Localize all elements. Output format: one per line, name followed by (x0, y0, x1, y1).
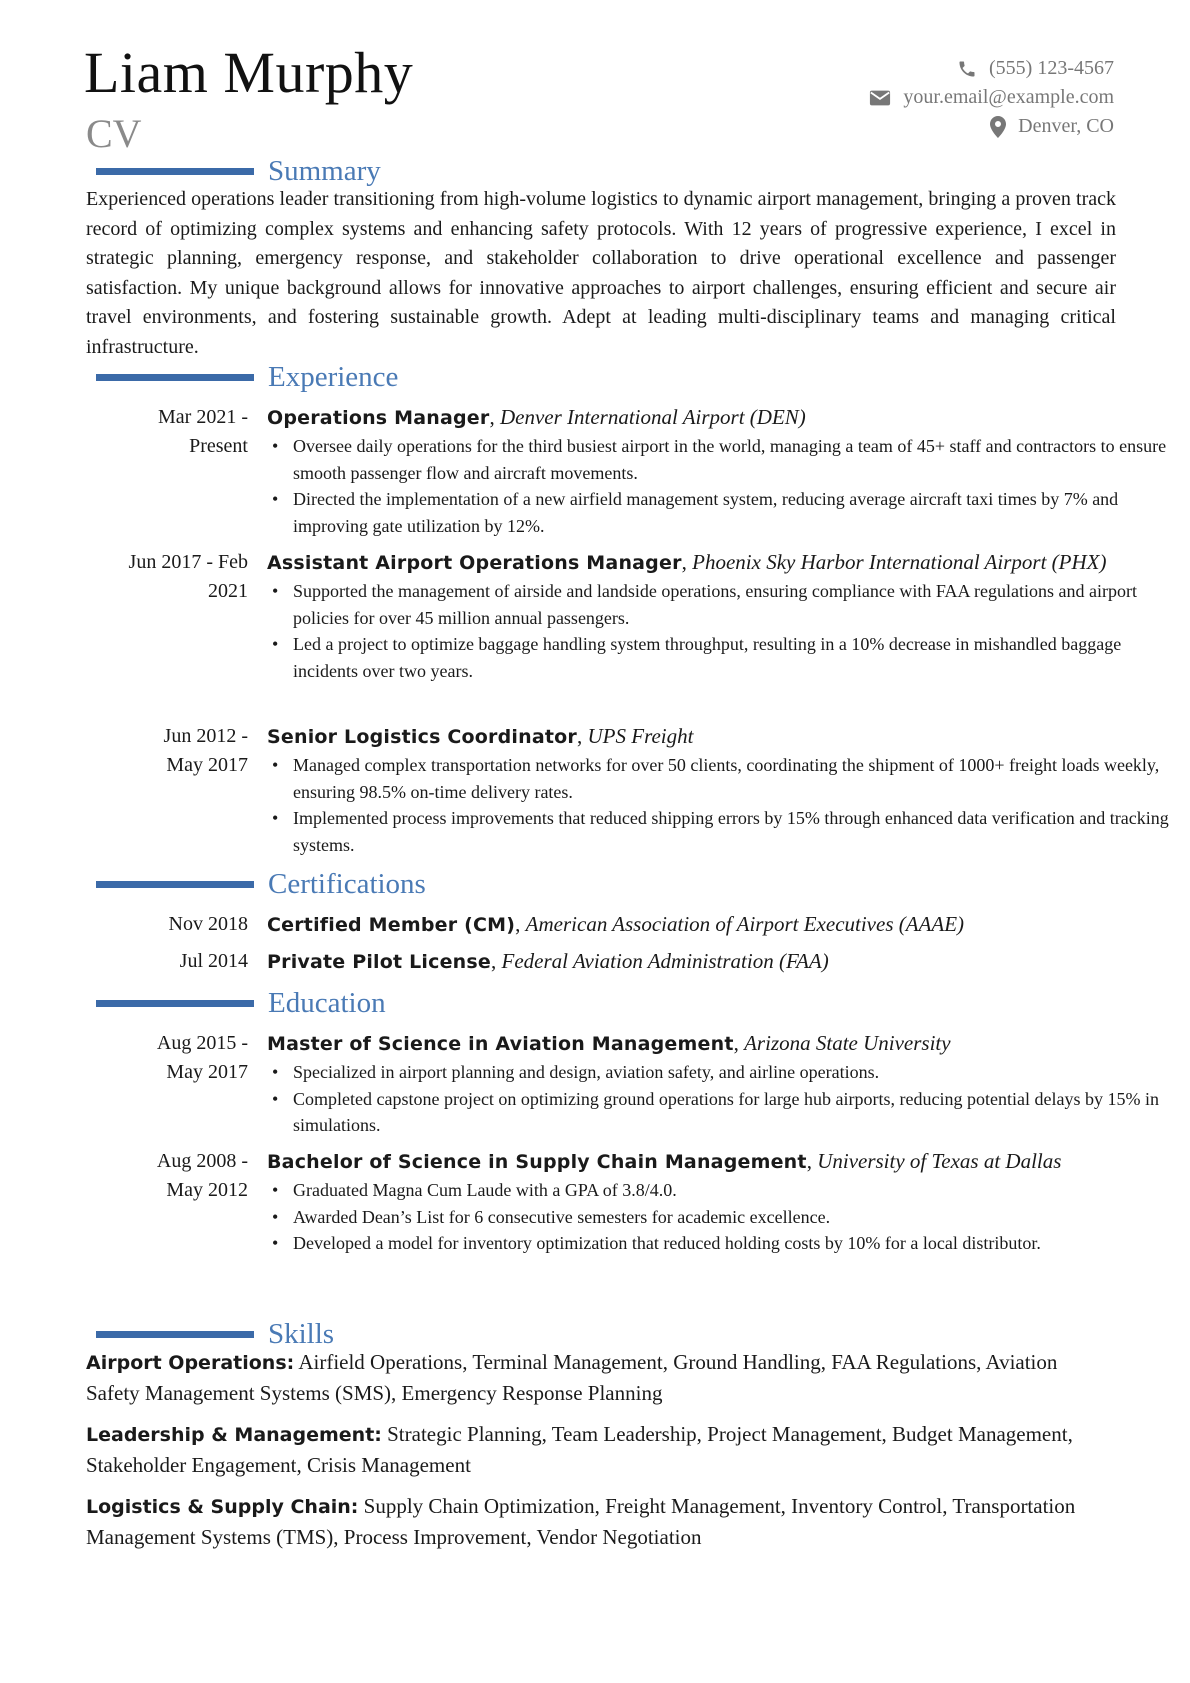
bullet-item: • Completed capstone project on optimizing ground operations for large hub airports, reducing potential delays by 15% in simulations. (293, 1086, 1187, 1139)
contact-location (869, 112, 1114, 141)
degree: Master of Science in Aviation Management (267, 1033, 734, 1055)
bullet-item: • Developed a model for inventory optimization that reduced holding costs by 10% for a local distributor. (293, 1230, 1187, 1257)
bullet-item: • Managed complex transportation networks for over 50 clients, coordinating the shipment of 1000+ freight loads weekly, ensuring 98.5% on-time delivery rates. (293, 752, 1187, 805)
entry-content (267, 548, 1187, 684)
date-line: Jun 2017 - Feb (128, 551, 248, 573)
date-line: Present (189, 435, 248, 457)
bullet-item: • Oversee daily operations for the third busiest airport in the world, managing a team of 45+ staff and contractors to ensure smooth passenger flow and aircraft movements. (293, 433, 1187, 486)
entry-date (86, 1147, 248, 1205)
entry-title: Operations Manager, Denver International Airport (DEN) (267, 405, 806, 429)
name-heading: Liam Murphy (84, 40, 414, 105)
entry-title: Bachelor of Science in Supply Chain Management, University of Texas at Dallas (267, 1149, 1062, 1173)
date-line: May 2017 (166, 754, 248, 776)
section-title: Summary (268, 155, 381, 187)
entry-content (267, 1147, 1187, 1257)
bullet-item: • Specialized in airport planning and design, aviation safety, and airline operations. (293, 1059, 1187, 1086)
issuer: American Association of Airport Executives (AAAE) (525, 912, 965, 936)
contact-phone (869, 54, 1114, 83)
date-line: Aug 2008 - (156, 1150, 248, 1172)
date-line: May 2012 (166, 1179, 248, 1201)
contact-email (869, 83, 1114, 112)
section-summary (96, 154, 1136, 188)
bullet-item: • Supported the management of airside and landside operations, ensuring compliance with FAA regulations and airport policies for over 45 million annual passengers. (293, 578, 1187, 631)
bullet-item: • Awarded Dean’s List for 6 consecutive semesters for academic excellence. (293, 1204, 1187, 1231)
phone-icon (957, 59, 977, 79)
job-title: Operations Manager (267, 407, 490, 429)
entry-date (86, 403, 248, 461)
date-line: Jun 2012 - (163, 725, 248, 747)
bullet-item: • Graduated Magna Cum Laude with a GPA of 3.8/4.0. (293, 1177, 1187, 1204)
section-certifications (96, 867, 1136, 901)
cert-title: Private Pilot License (267, 951, 491, 973)
cv-subtitle: CV (86, 111, 142, 156)
entry-title: Master of Science in Aviation Management, Arizona State University (267, 1031, 951, 1055)
section-title: Certifications (268, 868, 426, 900)
entry-title: Assistant Airport Operations Manager, Phoenix Sky Harbor International Airport (PHX) (267, 550, 1107, 574)
date-line: May 2017 (166, 1061, 248, 1083)
section-title: Education (268, 987, 386, 1019)
skill-group-items: Airfield Operations, Terminal Management, Ground Handling, FAA Regulations, Aviation Safety Management Systems (SMS), Emergency Response Planning (86, 1350, 1058, 1405)
skill-group-label: Leadership & Management: (86, 1424, 382, 1446)
entry-title: Private Pilot License, Federal Aviation Administration (FAA) (267, 949, 829, 973)
skill-group (86, 1348, 1116, 1408)
skill-group-items: Supply Chain Optimization, Freight Management, Inventory Control, Transportation Management Systems (TMS), Process Improvement, Vendor Negotiation (86, 1494, 1076, 1549)
skill-group (86, 1492, 1116, 1552)
institution: University of Texas at Dallas (817, 1149, 1062, 1173)
certification-entry (86, 910, 1116, 940)
map-pin-icon (990, 116, 1006, 138)
section-title: Experience (268, 361, 399, 393)
phone-text[interactable]: (555) 123-4567 (989, 57, 1114, 79)
contact-block (869, 54, 1114, 141)
skill-group-label: Logistics & Supply Chain: (86, 1496, 359, 1518)
entry-title: Certified Member (CM), American Association of Airport Executives (AAAE) (267, 912, 965, 936)
bullet-list (267, 578, 1187, 684)
bullet-list (267, 433, 1187, 539)
entry-content (267, 1029, 1187, 1139)
entry-content (267, 910, 1187, 940)
section-accent-bar (96, 1331, 254, 1338)
entry-content (267, 403, 1187, 539)
envelope-icon (869, 89, 891, 107)
skills-list (86, 1348, 1116, 1564)
entry-title: Senior Logistics Coordinator, UPS Freight (267, 724, 694, 748)
entry-date: Nov 2018 (168, 913, 248, 935)
employer: Denver International Airport (DEN) (499, 405, 806, 429)
degree: Bachelor of Science in Supply Chain Management (267, 1151, 807, 1173)
cert-title: Certified Member (CM) (267, 914, 516, 936)
section-accent-bar (96, 881, 254, 888)
section-experience (96, 360, 1136, 394)
email-link[interactable]: your.email@example.com (903, 86, 1114, 108)
bullet-list (267, 1177, 1187, 1257)
bullet-list (267, 1059, 1187, 1139)
job-title: Assistant Airport Operations Manager (267, 552, 682, 574)
employer: Phoenix Sky Harbor International Airport (PHX) (692, 550, 1107, 574)
section-accent-bar (96, 1000, 254, 1007)
skill-group (86, 1420, 1116, 1480)
entry-date (86, 1029, 248, 1087)
skill-group-items: Strategic Planning, Team Leadership, Project Management, Budget Management, Stakeholder Engagement, Crisis Management (86, 1422, 1073, 1477)
bullet-item: • Directed the implementation of a new airfield management system, reducing average aircraft taxi times by 7% and improving gate utilization by 12%. (293, 486, 1187, 539)
section-title: Skills (268, 1318, 335, 1350)
section-accent-bar (96, 168, 254, 175)
institution: Arizona State University (744, 1031, 951, 1055)
section-education (96, 986, 1136, 1020)
skill-group-label: Airport Operations: (86, 1352, 295, 1374)
entry-date: Jul 2014 (179, 950, 248, 972)
bullet-item: • Implemented process improvements that reduced shipping errors by 15% through enhanced data verification and tracking systems. (293, 805, 1187, 858)
job-title: Senior Logistics Coordinator (267, 726, 577, 748)
section-skills (96, 1317, 1136, 1351)
date-line: 2021 (208, 580, 248, 602)
issuer: Federal Aviation Administration (FAA) (501, 949, 829, 973)
employer: UPS Freight (587, 724, 694, 748)
entry-content (267, 722, 1187, 858)
bullet-list (267, 752, 1187, 858)
certification-entry (86, 947, 1116, 977)
bullet-item: • Led a project to optimize baggage handling system throughput, resulting in a 10% decrease in mishandled baggage incidents over two years. (293, 631, 1187, 684)
date-line: Aug 2015 - (156, 1032, 248, 1054)
section-accent-bar (96, 374, 254, 381)
entry-date (86, 548, 248, 606)
summary-paragraph: Experienced operations leader transitioning from high-volume logistics to dynamic airport management, bringing a proven track record of optimizing complex systems and enhancing safety protocols. With 12 years of progressive experience, I excel in strategic planning, emergency response, and stakeholder collaboration to drive operational excellence and passenger satisfaction. My unique background allows for innovative approaches to airport challenges, ensuring efficient and secure air travel environments, and fostering sustainable growth. Adept at leading multi-disciplinary teams and managing critical infrastructure. (86, 188, 1116, 358)
location-text: Denver, CO (1018, 115, 1114, 137)
date-line: Mar 2021 - (158, 406, 248, 428)
entry-date (86, 722, 248, 780)
entry-content (267, 947, 1187, 977)
